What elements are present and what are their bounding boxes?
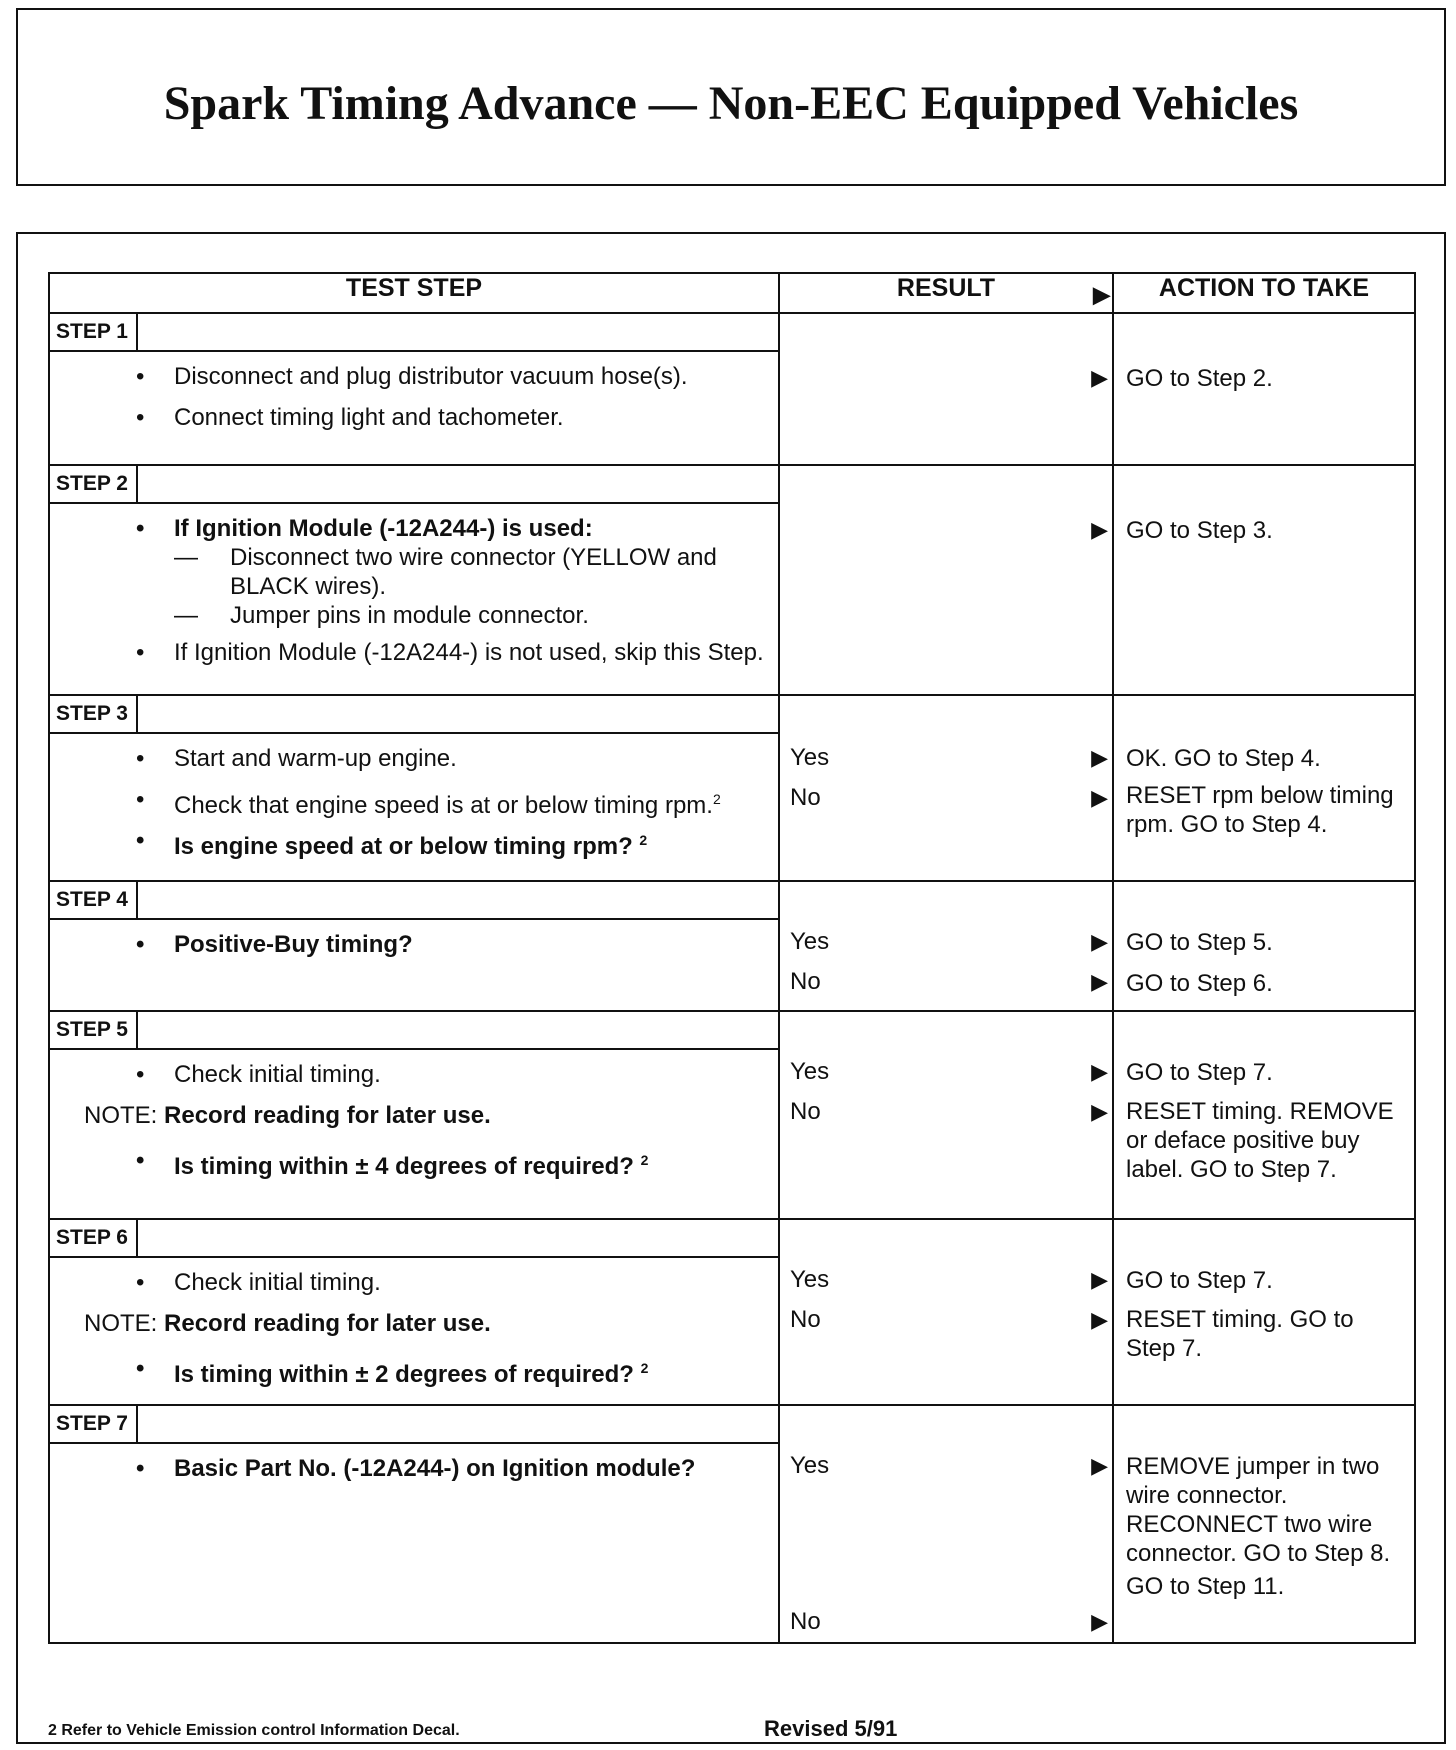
list-item: • Is timing within ± 2 degrees of required? $^2$ xyxy=(136,1354,768,1389)
sub-item: — Disconnect two wire connector (YELLOW and BLACK wires). xyxy=(174,543,768,601)
action-text: RESET timing. GO to Step 7. xyxy=(1126,1306,1354,1362)
step-test-cell xyxy=(49,695,779,881)
result-no: No ▶ xyxy=(780,1092,1112,1132)
result-yes: Yes ▶ xyxy=(780,738,1112,778)
action-text: GO to Step 11. xyxy=(1126,1573,1285,1600)
step-label: STEP 1 xyxy=(50,314,138,350)
result-yes: Yes ▶ xyxy=(780,922,1112,962)
arrow-icon: ▶ xyxy=(1091,785,1108,810)
step-test-cell xyxy=(49,881,779,1011)
arrow-icon: ▶ xyxy=(1091,1307,1108,1332)
result-yes: Yes ▶ xyxy=(780,1052,1112,1092)
step-result-cell xyxy=(779,695,1113,881)
result-no: No ▶ xyxy=(780,778,1112,818)
step-result-cell xyxy=(779,1219,1113,1405)
arrow-icon: ▶ xyxy=(1091,1609,1108,1634)
step-result-cell xyxy=(779,1405,1113,1643)
footnote: 2 Refer to Vehicle Emission control Information Decal. xyxy=(48,1722,460,1739)
list-item: • If Ignition Module (-12A244-) is used: xyxy=(136,514,768,543)
action-text: RESET rpm below timing rpm. GO to Step 4. xyxy=(1126,782,1394,838)
list-item: • Basic Part No. (-12A244-) on Ignition module? xyxy=(136,1454,768,1483)
list-item: • Check initial timing. xyxy=(136,1060,768,1089)
result-no: No ▶ xyxy=(780,1602,1112,1642)
step-test-cell xyxy=(49,1405,779,1643)
header-test-step: TEST STEP xyxy=(49,273,779,313)
header-result: RESULT ▶ xyxy=(779,273,1113,313)
list-item: • Check that engine speed is at or below timing rpm.$^2$ xyxy=(136,785,768,820)
step-label: STEP 6 xyxy=(50,1220,138,1256)
arrow-icon: ▶ xyxy=(1091,1453,1108,1478)
procedure-table xyxy=(48,272,1416,1644)
step-test-cell xyxy=(49,465,779,695)
arrow-icon: ▶ xyxy=(1091,969,1108,994)
action-text: OK. GO to Step 4. xyxy=(1126,745,1321,772)
list-item: • Start and warm-up engine. xyxy=(136,744,768,773)
step-test-cell xyxy=(49,1011,779,1219)
step-row xyxy=(49,1405,1415,1643)
step-action-cell xyxy=(1113,1011,1415,1219)
step-label: STEP 3 xyxy=(50,696,138,732)
arrow-icon: ▶ xyxy=(1091,1059,1108,1084)
arrow-icon: ▶ xyxy=(1091,1267,1108,1292)
step-label: STEP 4 xyxy=(50,882,138,918)
page-title: Spark Timing Advance — Non-EEC Equipped Vehicles xyxy=(163,77,1299,130)
procedure-box xyxy=(16,232,1446,1744)
step-result-cell xyxy=(779,881,1113,1011)
result-no: No ▶ xyxy=(780,962,1112,1002)
revision-date: Revised 5/91 xyxy=(764,1716,898,1741)
note: NOTE: Record reading for later use. xyxy=(84,1310,491,1337)
step-label: STEP 7 xyxy=(50,1406,138,1442)
step-action-cell xyxy=(1113,695,1415,881)
step-test-cell xyxy=(49,1219,779,1405)
step-row xyxy=(49,465,1415,695)
step-action-cell xyxy=(1113,1405,1415,1643)
step-row xyxy=(49,695,1415,881)
step-result-cell xyxy=(779,1011,1113,1219)
list-item: • Check initial timing. xyxy=(136,1268,768,1297)
arrow-icon: ▶ xyxy=(1091,517,1108,542)
sub-item: — Jumper pins in module connector. xyxy=(174,601,768,630)
list-item: • Connect timing light and tachometer. xyxy=(136,403,768,432)
table-header xyxy=(49,273,1415,313)
step-action-cell xyxy=(1113,313,1415,465)
step-action-cell xyxy=(1113,1219,1415,1405)
arrow-icon: ▶ xyxy=(1093,282,1110,307)
step-result-cell xyxy=(779,313,1113,465)
header-action: ACTION TO TAKE xyxy=(1113,273,1415,313)
result-no: No ▶ xyxy=(780,1300,1112,1340)
action-text: REMOVE jumper in two wire connector. RECONNECT two wire connector. GO to Step 8. xyxy=(1126,1453,1391,1567)
action-text: GO to Step 7. xyxy=(1126,1267,1273,1294)
step-row xyxy=(49,1011,1415,1219)
arrow-icon: ▶ xyxy=(1091,745,1108,770)
step-label: STEP 2 xyxy=(50,466,138,502)
action-text: GO to Step 7. xyxy=(1126,1059,1273,1086)
action-text: GO to Step 2. xyxy=(1126,365,1273,392)
action-text: RESET timing. REMOVE or deface positive buy label. GO to Step 7. xyxy=(1126,1098,1394,1183)
arrow-icon: ▶ xyxy=(1091,365,1108,390)
action-text: GO to Step 6. xyxy=(1126,970,1273,997)
list-item: • Disconnect and plug distributor vacuum hose(s). xyxy=(136,362,768,391)
arrow-icon: ▶ xyxy=(1091,929,1108,954)
note: NOTE: Record reading for later use. xyxy=(84,1102,491,1129)
title-box xyxy=(16,8,1446,186)
step-row xyxy=(49,1219,1415,1405)
step-result-cell xyxy=(779,465,1113,695)
result-yes: Yes ▶ xyxy=(780,1260,1112,1300)
list-item: • If Ignition Module (-12A244-) is not used, skip this Step. xyxy=(136,638,768,667)
step-row xyxy=(49,881,1415,1011)
action-text: GO to Step 3. xyxy=(1126,517,1273,544)
step-test-cell xyxy=(49,313,779,465)
step-action-cell xyxy=(1113,881,1415,1011)
step-label: STEP 5 xyxy=(50,1012,138,1048)
list-item: • Is timing within ± 4 degrees of required? $^2$ xyxy=(136,1146,768,1181)
list-item: • Positive-Buy timing? xyxy=(136,930,768,959)
arrow-icon: ▶ xyxy=(1091,1099,1108,1124)
action-text: GO to Step 5. xyxy=(1126,929,1273,956)
step-row xyxy=(49,313,1415,465)
list-item: • Is engine speed at or below timing rpm? $^2$ xyxy=(136,826,768,861)
step-action-cell xyxy=(1113,465,1415,695)
result-yes: Yes ▶ xyxy=(780,1446,1112,1486)
